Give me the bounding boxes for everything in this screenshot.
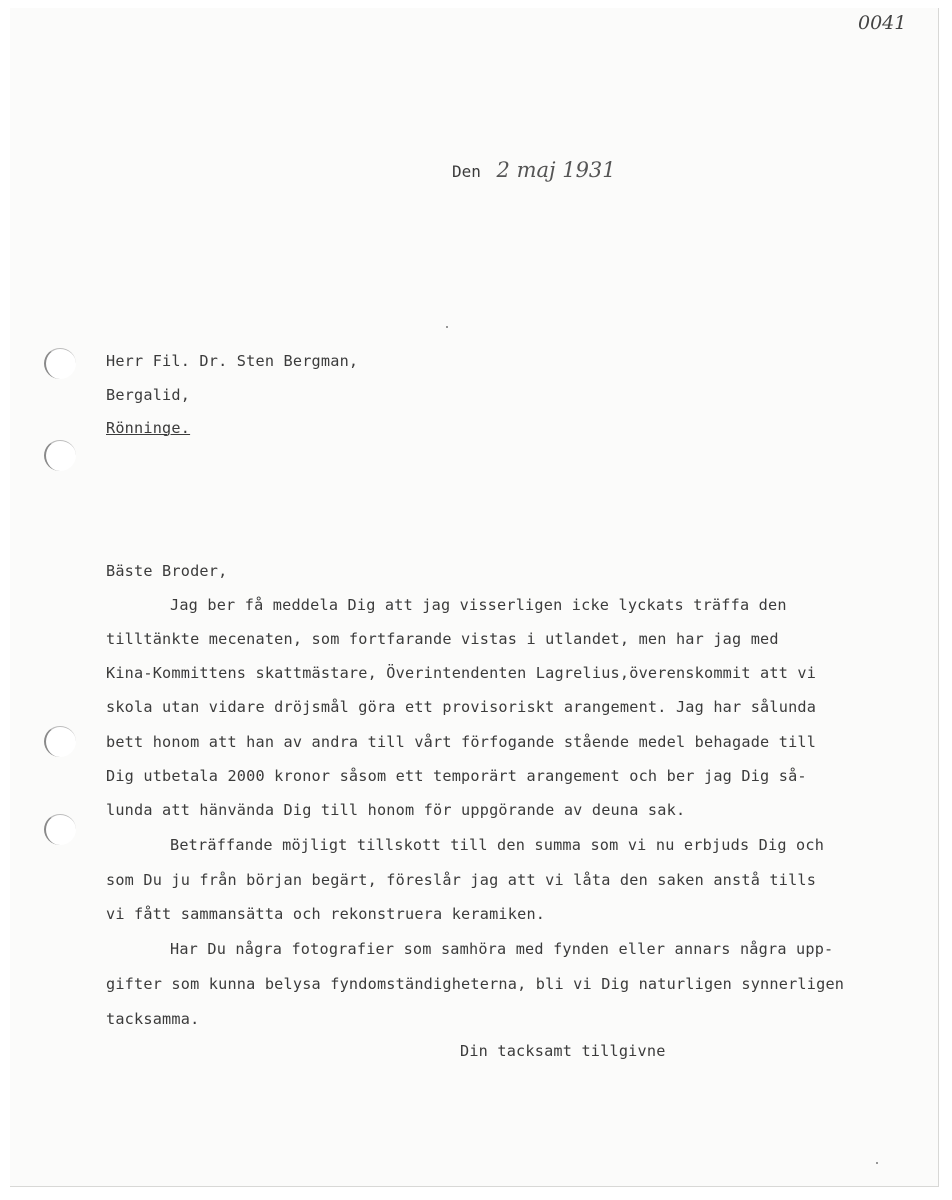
- body-line: Jag ber få meddela Dig att jag visserligen icke lyckats träffa den: [170, 596, 787, 614]
- date-prefix: Den: [452, 162, 481, 181]
- date-line: [452, 158, 616, 182]
- body-line: skola utan vidare dröjsmål göra ett provisoriskt arangement. Jag har sålunda: [106, 698, 817, 716]
- paper-speck: [446, 326, 448, 328]
- paper-speck: [876, 1162, 878, 1164]
- address-street: Bergalid,: [106, 386, 191, 404]
- address-name: Herr Fil. Dr. Sten Bergman,: [106, 352, 359, 370]
- punch-hole: [44, 726, 76, 757]
- body-line: Har Du några fotografier som samhöra med fynden eller annars några upp-: [170, 940, 834, 958]
- body-line: tacksamma.: [106, 1010, 200, 1028]
- punch-hole: [44, 348, 76, 379]
- body-line: Beträffande möjligt tillskott till den summa som vi nu erbjuds Dig och: [170, 836, 825, 854]
- body-line: bett honom att han av andra till vårt förfogande stående medel behagade till: [106, 733, 817, 751]
- body-line: vi fått sammansätta och rekonstruera keramiken.: [106, 905, 546, 923]
- body-line: lunda att hänvända Dig till honom för uppgörande av deuna sak.: [106, 801, 686, 819]
- punch-hole: [44, 814, 76, 845]
- closing: Din tacksamt tillgivne: [460, 1042, 666, 1060]
- body-line: Kina-Kommittens skattmästare, Överintendenten Lagrelius,överenskommit att vi: [106, 664, 817, 682]
- address-city: Rönninge.: [106, 419, 191, 437]
- archive-number: 0041: [858, 12, 907, 34]
- punch-hole: [44, 440, 76, 471]
- salutation: Bäste Broder,: [106, 562, 228, 580]
- body-line: som Du ju från början begärt, föreslår jag att vi låta den saken anstå tills: [106, 871, 817, 889]
- body-line: tilltänkte mecenaten, som fortfarande vistas i utlandet, men har jag med: [106, 630, 779, 648]
- handwritten-date: 2 maj 1931: [496, 158, 616, 182]
- body-line: Dig utbetala 2000 kronor såsom ett temporärt arangement och ber jag Dig så-: [106, 767, 807, 785]
- body-line: gifter som kunna belysa fyndomständigheterna, bli vi Dig naturligen synnerligen: [106, 975, 845, 993]
